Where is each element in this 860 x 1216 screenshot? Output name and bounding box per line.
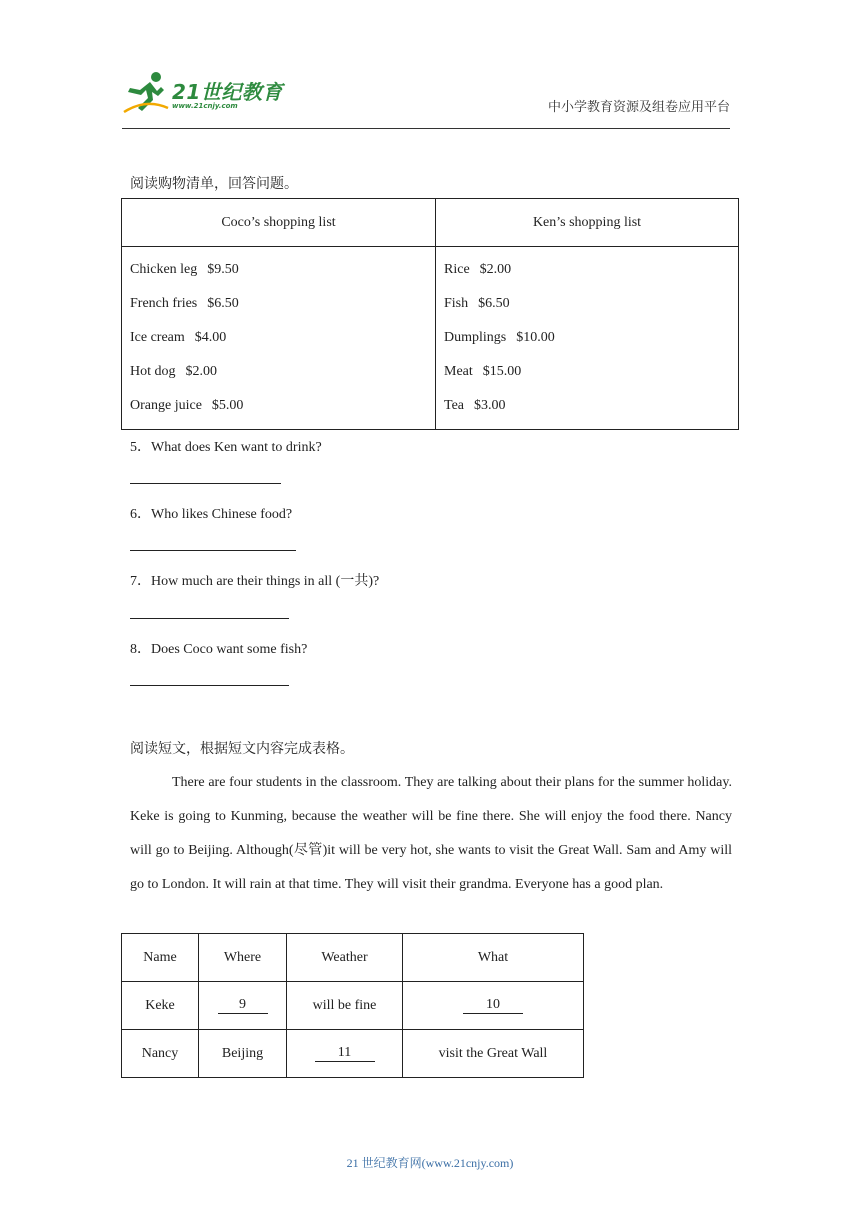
question-7: 7．How much are their things in all (一共)?: [130, 574, 380, 589]
answer-line-8[interactable]: [130, 685, 289, 686]
runner-logo-icon: [122, 68, 170, 116]
list-item: Ice cream $4.00: [130, 330, 227, 345]
page-footer: 21 世纪教育网(www.21cnjy.com): [346, 1156, 514, 1170]
question-5: 5．What does Ken want to drink?: [130, 440, 322, 455]
ken-list-items: [436, 247, 739, 430]
list-item: Chicken leg $9.50: [130, 262, 239, 277]
blank-11[interactable]: 11: [315, 1045, 375, 1062]
header-what: What: [403, 934, 584, 982]
list-item: Dumplings $10.00: [444, 330, 555, 345]
cell-where: Beijing: [199, 1030, 287, 1078]
cell-where: [199, 982, 287, 1030]
answer-line-6[interactable]: [130, 550, 296, 551]
plan-table: [121, 933, 584, 1078]
platform-label: 中小学教育资源及组卷应用平台: [547, 100, 730, 115]
reading-passage: [130, 766, 732, 902]
answer-line-7[interactable]: [130, 618, 289, 619]
cell-what: visit the Great Wall: [403, 1030, 584, 1078]
coco-list-heading: Coco’s shopping list: [122, 199, 436, 247]
list-item: Rice $2.00: [444, 262, 512, 277]
list-item: Hot dog $2.00: [130, 364, 217, 379]
logo-url: www.21cnjy.com: [172, 102, 238, 110]
shopping-list-table: [121, 198, 739, 430]
cell-weather: [287, 1030, 403, 1078]
cell-name: Keke: [122, 982, 199, 1030]
coco-list-items: [122, 247, 436, 430]
list-item: Tea $3.00: [444, 398, 506, 413]
cell-weather: will be fine: [287, 982, 403, 1030]
cell-name: Nancy: [122, 1030, 199, 1078]
list-item: Orange juice $5.00: [130, 398, 244, 413]
blank-10[interactable]: 10: [463, 997, 523, 1014]
section1-title: 阅读购物清单，回答问题。: [130, 176, 298, 192]
section2-title: 阅读短文，根据短文内容完成表格。: [130, 741, 354, 757]
logo-text: 21世纪教育: [172, 80, 283, 104]
list-item: Fish $6.50: [444, 296, 510, 311]
logo: [122, 66, 292, 116]
passage-text: There are four students in the classroom. They are talking about their plans for the summer holiday. Keke is going to Kunming, because the weather will be fine there. She will enjoy the food there. Nancy will go to Beijing. Although(尽管)it will be very hot, she wants to visit the Great Wall. Sam and Amy will go to London. It will rain at that time. They will visit their grandma. Everyone has a good plan.: [130, 775, 732, 892]
table-row: [122, 982, 584, 1030]
header-where: Where: [199, 934, 287, 982]
question-8: 8．Does Coco want some fish?: [130, 642, 308, 657]
list-item: French fries $6.50: [130, 296, 239, 311]
table-row: [122, 1030, 584, 1078]
blank-9[interactable]: 9: [218, 997, 268, 1014]
page-header: [122, 66, 730, 132]
header-divider: [122, 128, 730, 129]
header-name: Name: [122, 934, 199, 982]
answer-line-5[interactable]: [130, 483, 281, 484]
list-item: Meat $15.00: [444, 364, 522, 379]
cell-what: [403, 982, 584, 1030]
question-6: 6．Who likes Chinese food?: [130, 507, 293, 522]
header-weather: Weather: [287, 934, 403, 982]
ken-list-heading: Ken’s shopping list: [436, 199, 739, 247]
